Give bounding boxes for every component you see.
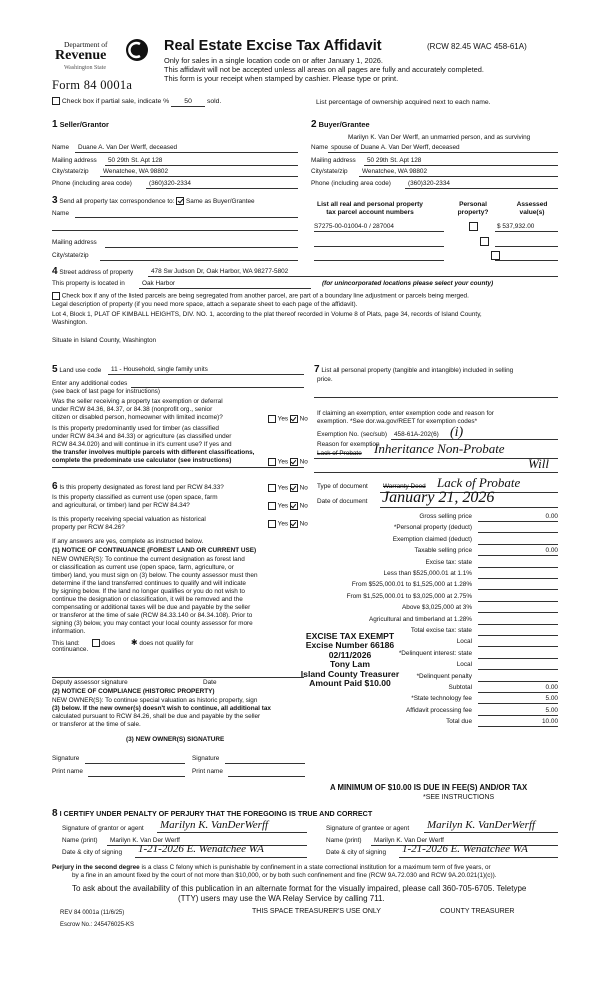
land-use-row: 5 Land use code: [52, 364, 102, 375]
timber-q-line5: complete the predominate use calculator (see instructions): [52, 457, 232, 464]
tax-row-value[interactable]: 0.00: [545, 684, 558, 691]
seller-mail-line: [105, 165, 298, 166]
current-use-q-line2: and agricultural, or timber) land per RCW 84.34?: [52, 502, 190, 509]
sec3-name-line[interactable]: [75, 217, 298, 218]
tax-row-line: [478, 715, 558, 716]
legal-description-line3[interactable]: Situate in Island County, Washington: [52, 337, 157, 344]
tax-row-label: Above $3,025,000 at 3%: [402, 604, 472, 611]
tax-row-line: [478, 681, 558, 682]
stamp-line-2: Excise Number 66186: [305, 640, 395, 651]
page-title: Real Estate Excise Tax Affidavit: [164, 38, 382, 54]
exemption-q-line1: Was the seller receiving a property tax exemption or deferral: [52, 398, 223, 405]
tax-row-line: [478, 669, 558, 670]
located-in-line: [139, 288, 311, 289]
tax-row-line: [478, 703, 558, 704]
sec3-mail-label: Mailing address: [52, 239, 97, 246]
owner1-print-label: Print name: [52, 768, 83, 775]
continuance-word: continuance.: [52, 646, 89, 653]
tax-row-line: [478, 646, 558, 647]
tax-row-line: [478, 532, 558, 533]
notice-compliance-l1: NEW OWNER(S): To continue special valuation as historic property, sign: [52, 697, 258, 704]
buyer-heading: 2 Buyer/Grantee: [311, 119, 370, 130]
personal-property-row-2: price.: [317, 376, 333, 383]
grantor-signature-line: [157, 832, 307, 833]
seller-name-label: Name: [52, 144, 70, 151]
exemption-number-handwritten[interactable]: (i): [450, 425, 464, 440]
tax-row-line: [478, 624, 558, 625]
accessibility-line-2: (TTY) users may use the WA Relay Service by calling 711.: [178, 894, 385, 903]
seller-mail-value[interactable]: 50 29th St. Apt 128: [108, 157, 163, 164]
tax-row-label: *State technology fee: [411, 695, 472, 702]
notice-continuance-l7: compensating or additional taxes will be due and payable by the seller: [52, 604, 251, 611]
seller-city-value[interactable]: Wenatchee, WA 98802: [103, 168, 169, 175]
minimum-fee-note: A MINIMUM OF $10.00 IS DUE IN FEE(S) AND/OR TAX: [330, 783, 528, 792]
logo-state-line: Washington State: [64, 65, 107, 71]
exemption-number-label: Exemption No. (sec/sub): [317, 431, 387, 438]
seller-mail-label: Mailing address: [52, 157, 97, 164]
segregation-row: Check box if any of the listed parcels are being segregated from another parcel, are part of a boundary line adjustment or parcels being merged.: [52, 292, 469, 300]
owner2-print-line[interactable]: [228, 776, 305, 777]
section5-divider: [52, 467, 304, 468]
header-subtitle-2: This affidavit will not be accepted unless all areas on all pages are fully and accurately completed.: [164, 65, 484, 74]
partial-sale-row: [52, 97, 221, 107]
buyer-mail-label: Mailing address: [311, 157, 356, 164]
parcel-line-1: [314, 231, 444, 232]
same-as-buyer-checkbox[interactable]: [176, 197, 184, 205]
rcw-reference: (RCW 82.45 WAC 458-61A): [427, 42, 527, 51]
partial-sale-percent[interactable]: 50: [171, 98, 205, 107]
logo-revenue-word: Revenue: [55, 48, 107, 63]
claim-exemption-l1: If claiming an exemption, enter exemption code and reason for: [317, 410, 494, 417]
notice-continuance-l1: NEW OWNER(S): To continue the current designation as forest land: [52, 556, 245, 563]
located-in-label: This property is located in: [52, 280, 125, 287]
street-address-row: 4 Street address of property: [52, 266, 134, 277]
timber-q-yesno: Yes No: [268, 458, 308, 466]
tax-row-label: Affidavit processing fee: [406, 707, 472, 714]
tax-row-value[interactable]: 0.00: [545, 547, 558, 554]
certify-heading: 8 I CERTIFY UNDER PENALTY OF PERJURY THAT THE FOREGOING IS TRUE AND CORRECT: [52, 808, 373, 819]
tax-row-label: Local: [456, 638, 472, 645]
grantee-date-label: Date & city of signing: [326, 849, 387, 856]
see-instructions-note: *SEE INSTRUCTIONS: [423, 794, 495, 801]
owner1-signature-line[interactable]: [85, 763, 185, 764]
buyer-mail-value[interactable]: 50 29th St. Apt 128: [367, 157, 422, 164]
grantor-signature[interactable]: Marilyn K. VanDerWerff: [160, 819, 269, 831]
reason-exemption-handwritten[interactable]: Inheritance Non-Probate: [374, 441, 505, 456]
deputy-date-label: Date: [203, 679, 217, 686]
reason-exemption-struck: Lack of Probate: [317, 450, 362, 457]
seller-phone-label: Phone (including area code): [52, 180, 132, 187]
seller-name-value[interactable]: Duane A. Van Der Werff, deceased: [78, 144, 178, 151]
personal-property-checkbox-3[interactable]: [491, 251, 500, 260]
buyer-mail-line: [364, 165, 558, 166]
buyer-city-label: City/state/zip: [311, 168, 348, 175]
notice-continuance-l6: continue the designation or classification, it will be removed and the: [52, 596, 243, 603]
tax-row-label: Total due: [446, 718, 472, 725]
historic-q-yes-checkbox[interactable]: [268, 520, 276, 528]
land-qualifies-row: This land: does ✱ does not qualify for: [52, 638, 194, 647]
legal-description-label: Legal description of property (if you need more space, attach a separate sheet to each page of the affidavit).: [52, 301, 358, 308]
forest-q-yesno: Yes No: [268, 484, 308, 492]
sec3-city-line[interactable]: [100, 260, 298, 261]
tax-row-value[interactable]: 0.00: [545, 513, 558, 520]
doc-date-handwritten[interactable]: January 21, 2026: [382, 489, 495, 506]
notice-compliance-l4: or transferor at the time of sale.: [52, 721, 141, 728]
land-use-value[interactable]: 11 - Household, single family units: [111, 366, 208, 373]
tax-row-label: *Personal property (deduct): [393, 524, 472, 531]
forest-q-yes-checkbox[interactable]: [268, 484, 276, 492]
see-back-note: (see back of last page for instructions): [52, 388, 160, 395]
tax-row-label: Total excise tax: state: [410, 627, 472, 634]
doc-type-label: Type of document: [317, 483, 368, 490]
tax-row-label: From $1,525,000.01 to $3,025,000 at 2.75%: [346, 593, 472, 600]
timber-q-line1: Is this property predominantly used for timber (as classified: [52, 425, 219, 432]
parcel-number-1[interactable]: S7275-00-01004-0 / 287004: [314, 223, 394, 230]
exemption-number-line: [391, 439, 558, 440]
tax-row-value[interactable]: 10.00: [542, 718, 558, 725]
notice-continuance-l8: or transferor at the time of sale (RCW 84.33.140 or 84.34.108). Prior to: [52, 612, 253, 619]
tax-row-line: [478, 567, 558, 568]
exemption-q-line3: citizen or disabled person, homeowner with limited income)?: [52, 414, 223, 421]
seller-phone-value[interactable]: (360)320-2334: [149, 180, 191, 187]
buyer-phone-value[interactable]: (360)320-2334: [408, 180, 450, 187]
timber-q-line3: RCW 84.34.020) and will continue in it's current use? If yes and: [52, 441, 232, 448]
perjury-line-1: Perjury in the second degree is a class C felony which is punishable by confinement in a state correctional institution for a maximum term of five years, or: [52, 864, 491, 871]
timber-q-yes-checkbox[interactable]: [268, 458, 276, 466]
grantor-signature-label: Signature of grantor or agent: [62, 825, 144, 832]
new-owner-signature-title: (3) NEW OWNER(S) SIGNATURE: [126, 736, 225, 743]
doc-date-line: [380, 507, 558, 508]
notice-continuance-l2: or classification as current use (open space, farm, agriculture, or: [52, 564, 234, 571]
claim-exemption-l2: exemption. *See dor.wa.gov/REET for exemption codes*: [317, 418, 478, 425]
exemption-q-yesno: Yes No: [268, 415, 308, 423]
revision-number: REV 84 0001a (11/6/25): [60, 910, 125, 916]
parcel-line-3[interactable]: [314, 260, 444, 261]
grantee-signature-line: [424, 832, 558, 833]
grantor-date-handwritten[interactable]: 1-21-2026 E. Wenatchee WA: [138, 843, 264, 855]
exemption-q-line2: under RCW 84.36, 84.37, or 84.38 (nonprofit org., senior: [52, 406, 213, 413]
owner2-signature-label: Signature: [192, 755, 220, 762]
buyer-city-value[interactable]: Wenatchee, WA 98802: [362, 168, 428, 175]
assessed-line-2[interactable]: [495, 246, 558, 247]
county-treasurer-label: COUNTY TREASURER: [440, 908, 515, 915]
doc-type-handwritten[interactable]: Lack of Probate: [437, 475, 521, 490]
buyer-name-line2[interactable]: spouse of Duane A. Van Der Werff, deceased: [331, 144, 460, 151]
timber-q-no-checkbox[interactable]: [290, 458, 298, 466]
exemption-q-no-checkbox[interactable]: [290, 415, 298, 423]
unincorporated-note: (for unincorporated locations please select your county): [322, 280, 494, 287]
tax-row-label: Less than $525,000.01 at 1.1%: [383, 570, 472, 577]
sec3-city-label: City/state/zip: [52, 252, 89, 259]
any-yes-note: If any answers are yes, complete as instructed below.: [52, 538, 204, 545]
tax-row-label: Agricultural and timberland at 1.28%: [368, 616, 472, 623]
notice-compliance-l2: (3) below. If the new owner(s) doesn't wish to continue, all additional tax: [52, 705, 271, 712]
forest-q-no-checkbox[interactable]: [290, 484, 298, 492]
segregation-checkbox[interactable]: [52, 292, 60, 300]
treasurer-use-only: THIS SPACE TREASURER'S USE ONLY: [252, 908, 381, 915]
tax-row-line: [478, 612, 558, 613]
seller-name-line: [75, 152, 298, 153]
assessed-value-1[interactable]: $ 537,932.00: [497, 223, 535, 230]
escrow-number: Escrow No.: 245476025-KS: [60, 922, 135, 928]
sec3-mail-line[interactable]: [105, 247, 298, 248]
personal-property-row: 7 List all personal property (tangible and intangible) included in selling: [314, 364, 514, 375]
ownership-note: List percentage of ownership acquired next to each name.: [316, 99, 491, 106]
seller-city-line: [100, 176, 298, 177]
notice-continuance-l5: by signing below. If the land no longer qualifies or you do not wish to: [52, 588, 245, 595]
current-use-q-line1: Is this property classified as current use (open space, farm: [52, 494, 218, 501]
doc-type-struck: Warranty Deed: [383, 483, 426, 490]
tax-row-line: [478, 589, 558, 590]
partial-sale-checkbox[interactable]: [52, 97, 60, 105]
grantor-date-label: Date & city of signing: [62, 849, 123, 856]
stamp-line-1: EXCISE TAX EXEMPT: [305, 631, 395, 641]
tax-row-line: [478, 658, 558, 659]
notice-compliance-l3: calculated pursuant to RCW 84.26, shall be due and payable by the seller: [52, 713, 261, 720]
buyer-phone-label: Phone (including area code): [311, 180, 391, 187]
tax-row-label: From $525,000.01 to $1,525,000 at 1.28%: [351, 581, 472, 588]
partial-sale-label: Check box if partial sale, indicate %: [61, 97, 170, 105]
perjury-line-2: by a fine in an amount fixed by the court of not more than $10,000, or by both such confinement and fine (RCW 9A.72.030 and RCW 9A.20.021(1)(c)).: [72, 872, 497, 879]
owner2-signature-line[interactable]: [225, 763, 305, 764]
legal-description-line1[interactable]: Lot 4, Block 1, PLAT OF KIMBALL HEIGHTS, DIV. NO. 1, according to the plat thereof recorded in Volume 8 of Plats, page 34, records of Island County,: [52, 311, 482, 318]
tax-row-line: [478, 555, 558, 556]
parcel-column-header: List all real and personal property tax parcel account numbers: [317, 201, 423, 216]
personal-property-column-header: Personal property?: [457, 201, 489, 216]
logo-dept-line: Department of: [64, 40, 108, 49]
deputy-signature-line[interactable]: [52, 677, 304, 678]
current-use-q-no-checkbox[interactable]: [290, 502, 298, 510]
street-address-line: [148, 276, 558, 277]
exemption-number-value[interactable]: 458-61A-202(6): [394, 431, 439, 438]
historic-q-no-checkbox[interactable]: [290, 520, 298, 528]
tax-row-value[interactable]: 5.00: [545, 695, 558, 702]
parcel-line-2[interactable]: [314, 246, 444, 247]
reason-line-1: [314, 458, 558, 459]
land-does-checkbox[interactable]: [92, 639, 100, 647]
legal-description-line2[interactable]: Washington.: [52, 319, 88, 326]
located-in-value[interactable]: Oak Harbor: [142, 280, 176, 287]
land-does-not-mark-icon: ✱: [130, 638, 138, 647]
additional-codes-label: Enter any additional codes: [52, 380, 128, 387]
accessibility-line-1: To ask about the availability of this publication in an alternate format for the visually impaired, please call 360-705-6705. Teletype: [72, 884, 527, 893]
notice-compliance-title: (2) NOTICE OF COMPLIANCE (HISTORIC PROPERTY): [52, 688, 215, 695]
tax-row-line: [478, 601, 558, 602]
sec3-name-line-2[interactable]: [52, 230, 298, 231]
reason-exemption-label: Reason for exemption: [317, 441, 380, 448]
current-use-q-yesno: Yes No: [268, 502, 308, 510]
grantor-name-label: Name (print): [62, 837, 98, 844]
reason-line-2: [314, 472, 558, 473]
tax-row-label: Exemption claimed (deduct): [392, 536, 472, 543]
tax-row-label: Subtotal: [448, 684, 472, 691]
notice-continuance-l10: information.: [52, 628, 86, 635]
tax-row-line: [478, 544, 558, 545]
tax-row-line: [478, 726, 558, 727]
buyer-city-line: [359, 176, 558, 177]
grantor-name-value[interactable]: Marilyn K. Van Der Werff: [110, 837, 180, 844]
personal-property-checkbox-2[interactable]: [480, 237, 489, 246]
tax-row-label: Local: [456, 661, 472, 668]
personal-property-checkbox-1[interactable]: [469, 222, 478, 231]
timber-q-line4: the transfer involves multiple parcels with different classifications,: [52, 449, 255, 456]
tax-row-line: [478, 578, 558, 579]
notice-continuance-l4: determine if the land transferred continues to qualify and will indicate: [52, 580, 246, 587]
assessed-value-column-header: Assessed value(s): [516, 201, 548, 216]
tax-row-line: [478, 692, 558, 693]
tax-row-label: *Delinquent penalty: [416, 673, 472, 680]
grantor-date-line: [135, 857, 307, 858]
buyer-name-line1[interactable]: Marilyn K. Van Der Werff, an unmarried person, and as surviving: [348, 134, 531, 141]
stamp-line-3: 02/11/2026: [328, 649, 372, 660]
street-address-value[interactable]: 478 Sw Judson Dr, Oak Harbor, WA 98277-5802: [151, 268, 289, 275]
tax-row-label: Gross selling price: [419, 513, 472, 520]
dor-emblem-icon: [125, 38, 149, 62]
tax-row-line: [478, 635, 558, 636]
exemption-q-yes-checkbox[interactable]: [268, 415, 276, 423]
owner2-print-label: Print name: [192, 768, 223, 775]
grantee-signature-label: Signature of grantee or agent: [326, 825, 410, 832]
notice-continuance-l9: signing (3) below, you may contact your local county assessor for more: [52, 620, 253, 627]
grantee-name-value[interactable]: Marilyn K. Van Der Werff: [374, 837, 444, 844]
sec3-name-label: Name: [52, 210, 70, 217]
header-subtitle-3: This form is your receipt when stamped by cashier. Please type or print.: [164, 74, 399, 83]
header-subtitle-1: Only for sales in a single location code on or after January 1, 2026.: [164, 56, 383, 65]
historic-q-line1: Is this property receiving special valuation as historical: [52, 516, 206, 523]
reason-exemption-handwritten-2[interactable]: Will: [528, 456, 549, 471]
deputy-signature-label: Deputy assessor signature: [52, 679, 128, 686]
seller-phone-line: [146, 188, 298, 189]
grantee-name-label: Name (print): [326, 837, 362, 844]
historic-q-line2: property per RCW 84.26?: [52, 524, 125, 531]
owner1-signature-label: Signature: [52, 755, 80, 762]
timber-q-line2: under RCW 84.34 and 84.33) or agriculture (as classified under: [52, 433, 232, 440]
assessed-line-1: [495, 231, 558, 232]
tax-row-label: *Delinquent interest: state: [398, 650, 472, 657]
grantee-date-line: [399, 857, 558, 858]
historic-q-yesno: Yes No: [268, 520, 308, 528]
personal-property-line-1[interactable]: [314, 397, 558, 398]
stamp-line-5: Island County Treasurer: [300, 668, 400, 679]
tax-row-line: [478, 521, 558, 522]
owner1-print-line[interactable]: [88, 776, 185, 777]
stamp-line-4: Tony Lam: [330, 659, 370, 670]
tax-row-value[interactable]: 5.00: [545, 707, 558, 714]
doc-date-label: Date of document: [317, 498, 368, 505]
form-number: Form 84 0001a: [52, 78, 133, 92]
tax-row-label: Excise tax: state: [425, 559, 472, 566]
buyer-name-line: [328, 152, 558, 153]
notice-continuance-title: (1) NOTICE OF CONTINUANCE (FOREST LAND OR CURRENT USE): [52, 547, 257, 554]
buyer-name-label: Name: [311, 144, 329, 151]
stamp-line-6: Amount Paid $10.00: [309, 678, 391, 689]
assessed-line-3[interactable]: [495, 260, 558, 261]
current-use-q-yes-checkbox[interactable]: [268, 502, 276, 510]
grantee-signature[interactable]: Marilyn K. VanDerWerff: [427, 819, 536, 831]
seller-city-label: City/state/zip: [52, 168, 89, 175]
forest-q-row: 6 Is this property designated as forest land per RCW 84.33?: [52, 481, 224, 492]
tax-correspondence-row: 3 Send all property tax correspondence to: Same as Buyer/Grantee: [52, 195, 255, 206]
buyer-phone-line: [405, 188, 558, 189]
land-use-line: [108, 374, 304, 375]
tax-row-label: Taxable selling price: [414, 547, 472, 554]
partial-sale-sold: sold.: [206, 97, 222, 105]
seller-heading: 1 Seller/Grantor: [52, 119, 109, 130]
grantee-date-handwritten[interactable]: 1-21-2026 E. Wenatchee WA: [402, 843, 528, 855]
notice-continuance-l3: timber) land, you must sign on (3) below. The county assessor must then: [52, 572, 258, 579]
